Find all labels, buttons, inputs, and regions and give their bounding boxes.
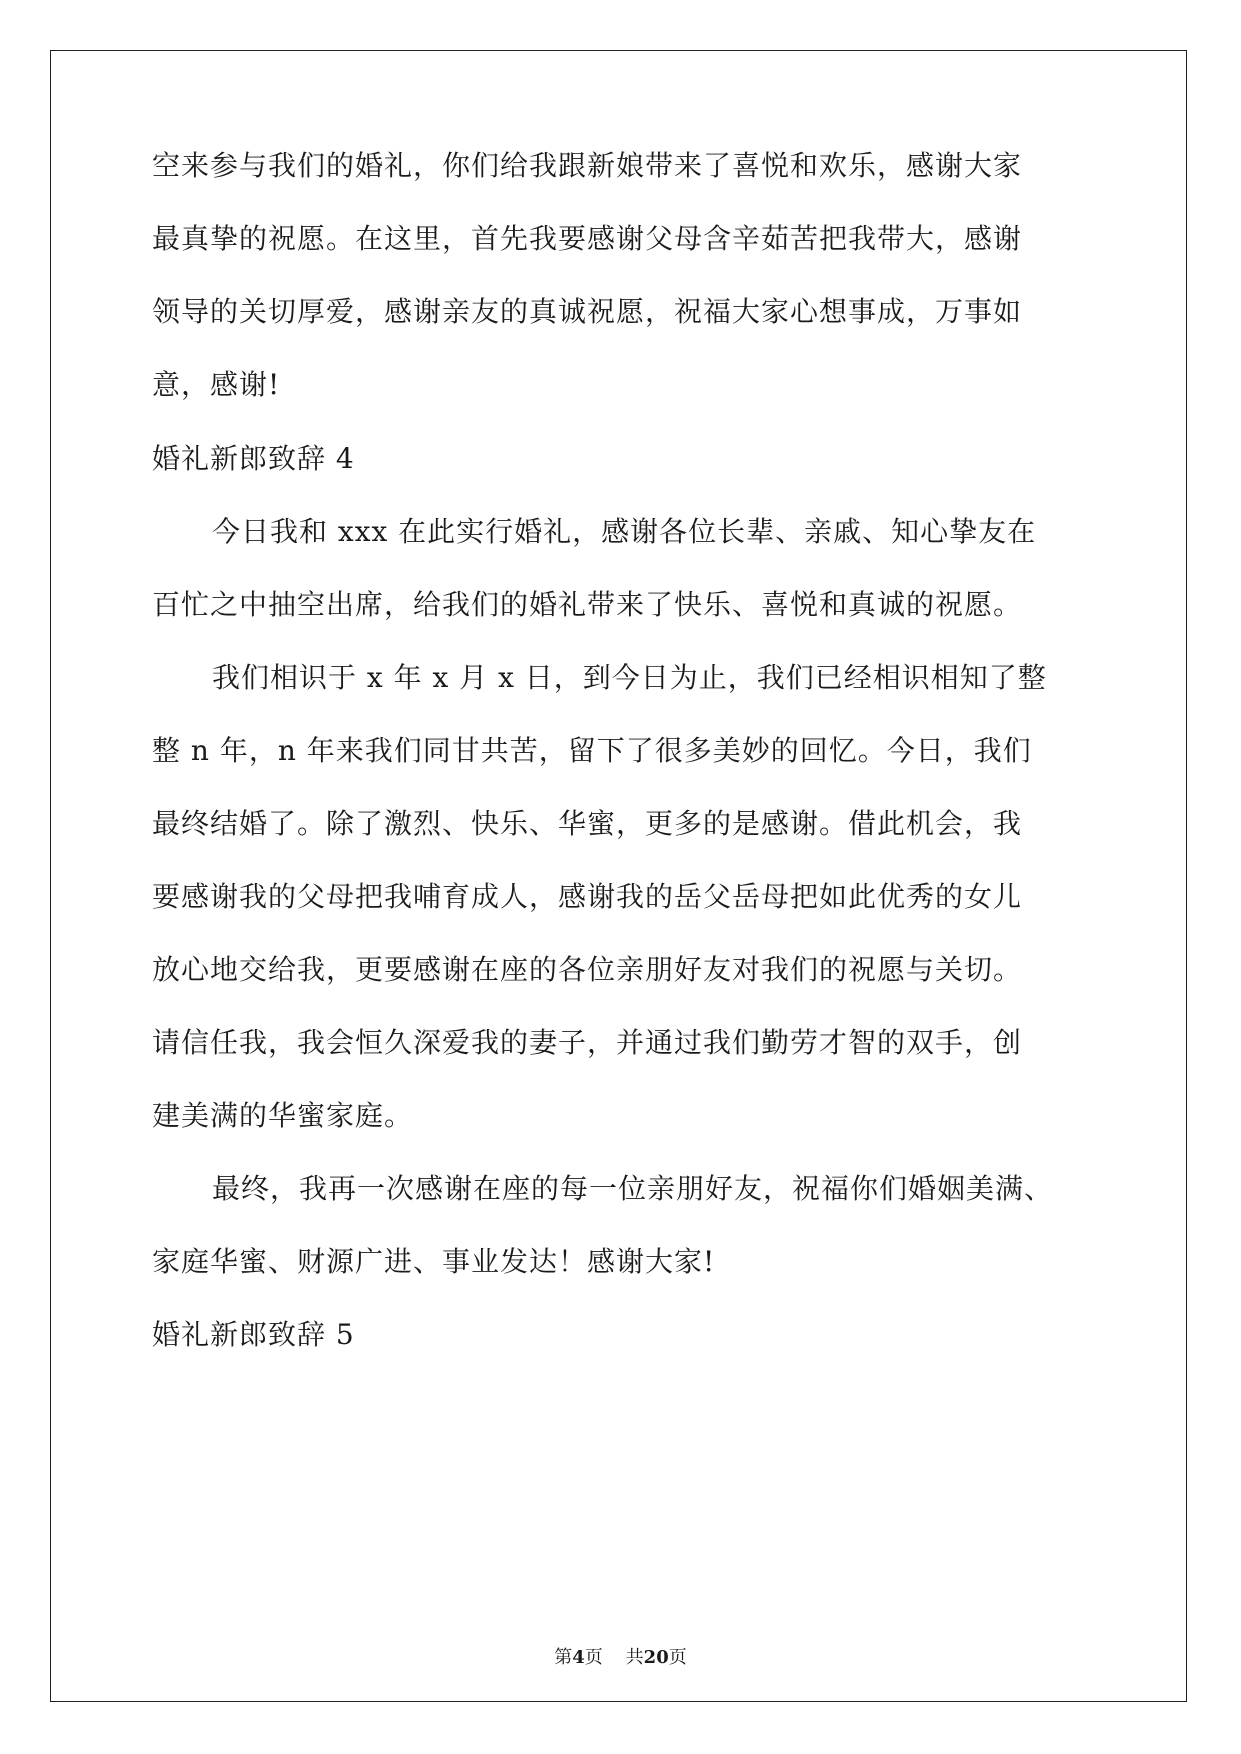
section-heading: 婚礼新郎致辞 4 [152, 442, 355, 475]
paragraph-line: 要感谢我的父母把我哺育成人，感谢我的岳父岳母把如此优秀的女儿 [152, 880, 1023, 913]
paragraph-line: 最终，我再一次感谢在座的每一位亲朋好友，祝福你们婚姻美满、 [212, 1172, 1054, 1205]
total-pages: 20 [643, 1647, 669, 1668]
paragraph-line: 家庭华蜜、财源广进、事业发达！感谢大家! [152, 1245, 716, 1278]
paragraph-line: 我们相识于 x 年 x 月 x 日，到今日为止，我们已经相识相知了整 [212, 661, 1047, 694]
section-heading: 婚礼新郎致辞 5 [152, 1318, 355, 1351]
total-prefix: 共 [625, 1647, 644, 1668]
paragraph-line: 最真挚的祝愿。在这里，首先我要感谢父母含辛茹苦把我带大，感谢 [152, 222, 1023, 255]
paragraph-line: 今日我和 xxx 在此实行婚礼，感谢各位长辈、亲戚、知心挚友在 [212, 515, 1037, 548]
paragraph-line: 请信任我，我会恒久深爱我的妻子，并通过我们勤劳才智的双手，创 [152, 1026, 1023, 1059]
paragraph-line: 空来参与我们的婚礼，你们给我跟新娘带来了喜悦和欢乐，感谢大家 [152, 149, 1023, 182]
paragraph-line: 领导的关切厚爱，感谢亲友的真诚祝愿，祝福大家心想事成，万事如 [152, 295, 1023, 328]
paragraph-line: 建美满的华蜜家庭。 [152, 1099, 414, 1132]
paragraph-line: 意，感谢! [152, 368, 281, 401]
page-footer [0, 1646, 1241, 1670]
page-suffix: 页 [584, 1647, 603, 1668]
paragraph-line: 放心地交给我，更要感谢在座的各位亲朋好友对我们的祝愿与关切。 [152, 953, 1023, 986]
page-prefix: 第 [554, 1647, 573, 1668]
total-suffix: 页 [668, 1647, 687, 1668]
paragraph-line: 百忙之中抽空出席，给我们的婚礼带来了快乐、喜悦和真诚的祝愿。 [152, 588, 1023, 621]
paragraph-line: 最终结婚了。除了激烈、快乐、华蜜，更多的是感谢。借此机会，我 [152, 807, 1023, 840]
page-number: 4 [572, 1647, 585, 1668]
paragraph-line: 整 n 年，n 年来我们同甘共苦，留下了很多美妙的回忆。今日，我们 [152, 734, 1032, 767]
